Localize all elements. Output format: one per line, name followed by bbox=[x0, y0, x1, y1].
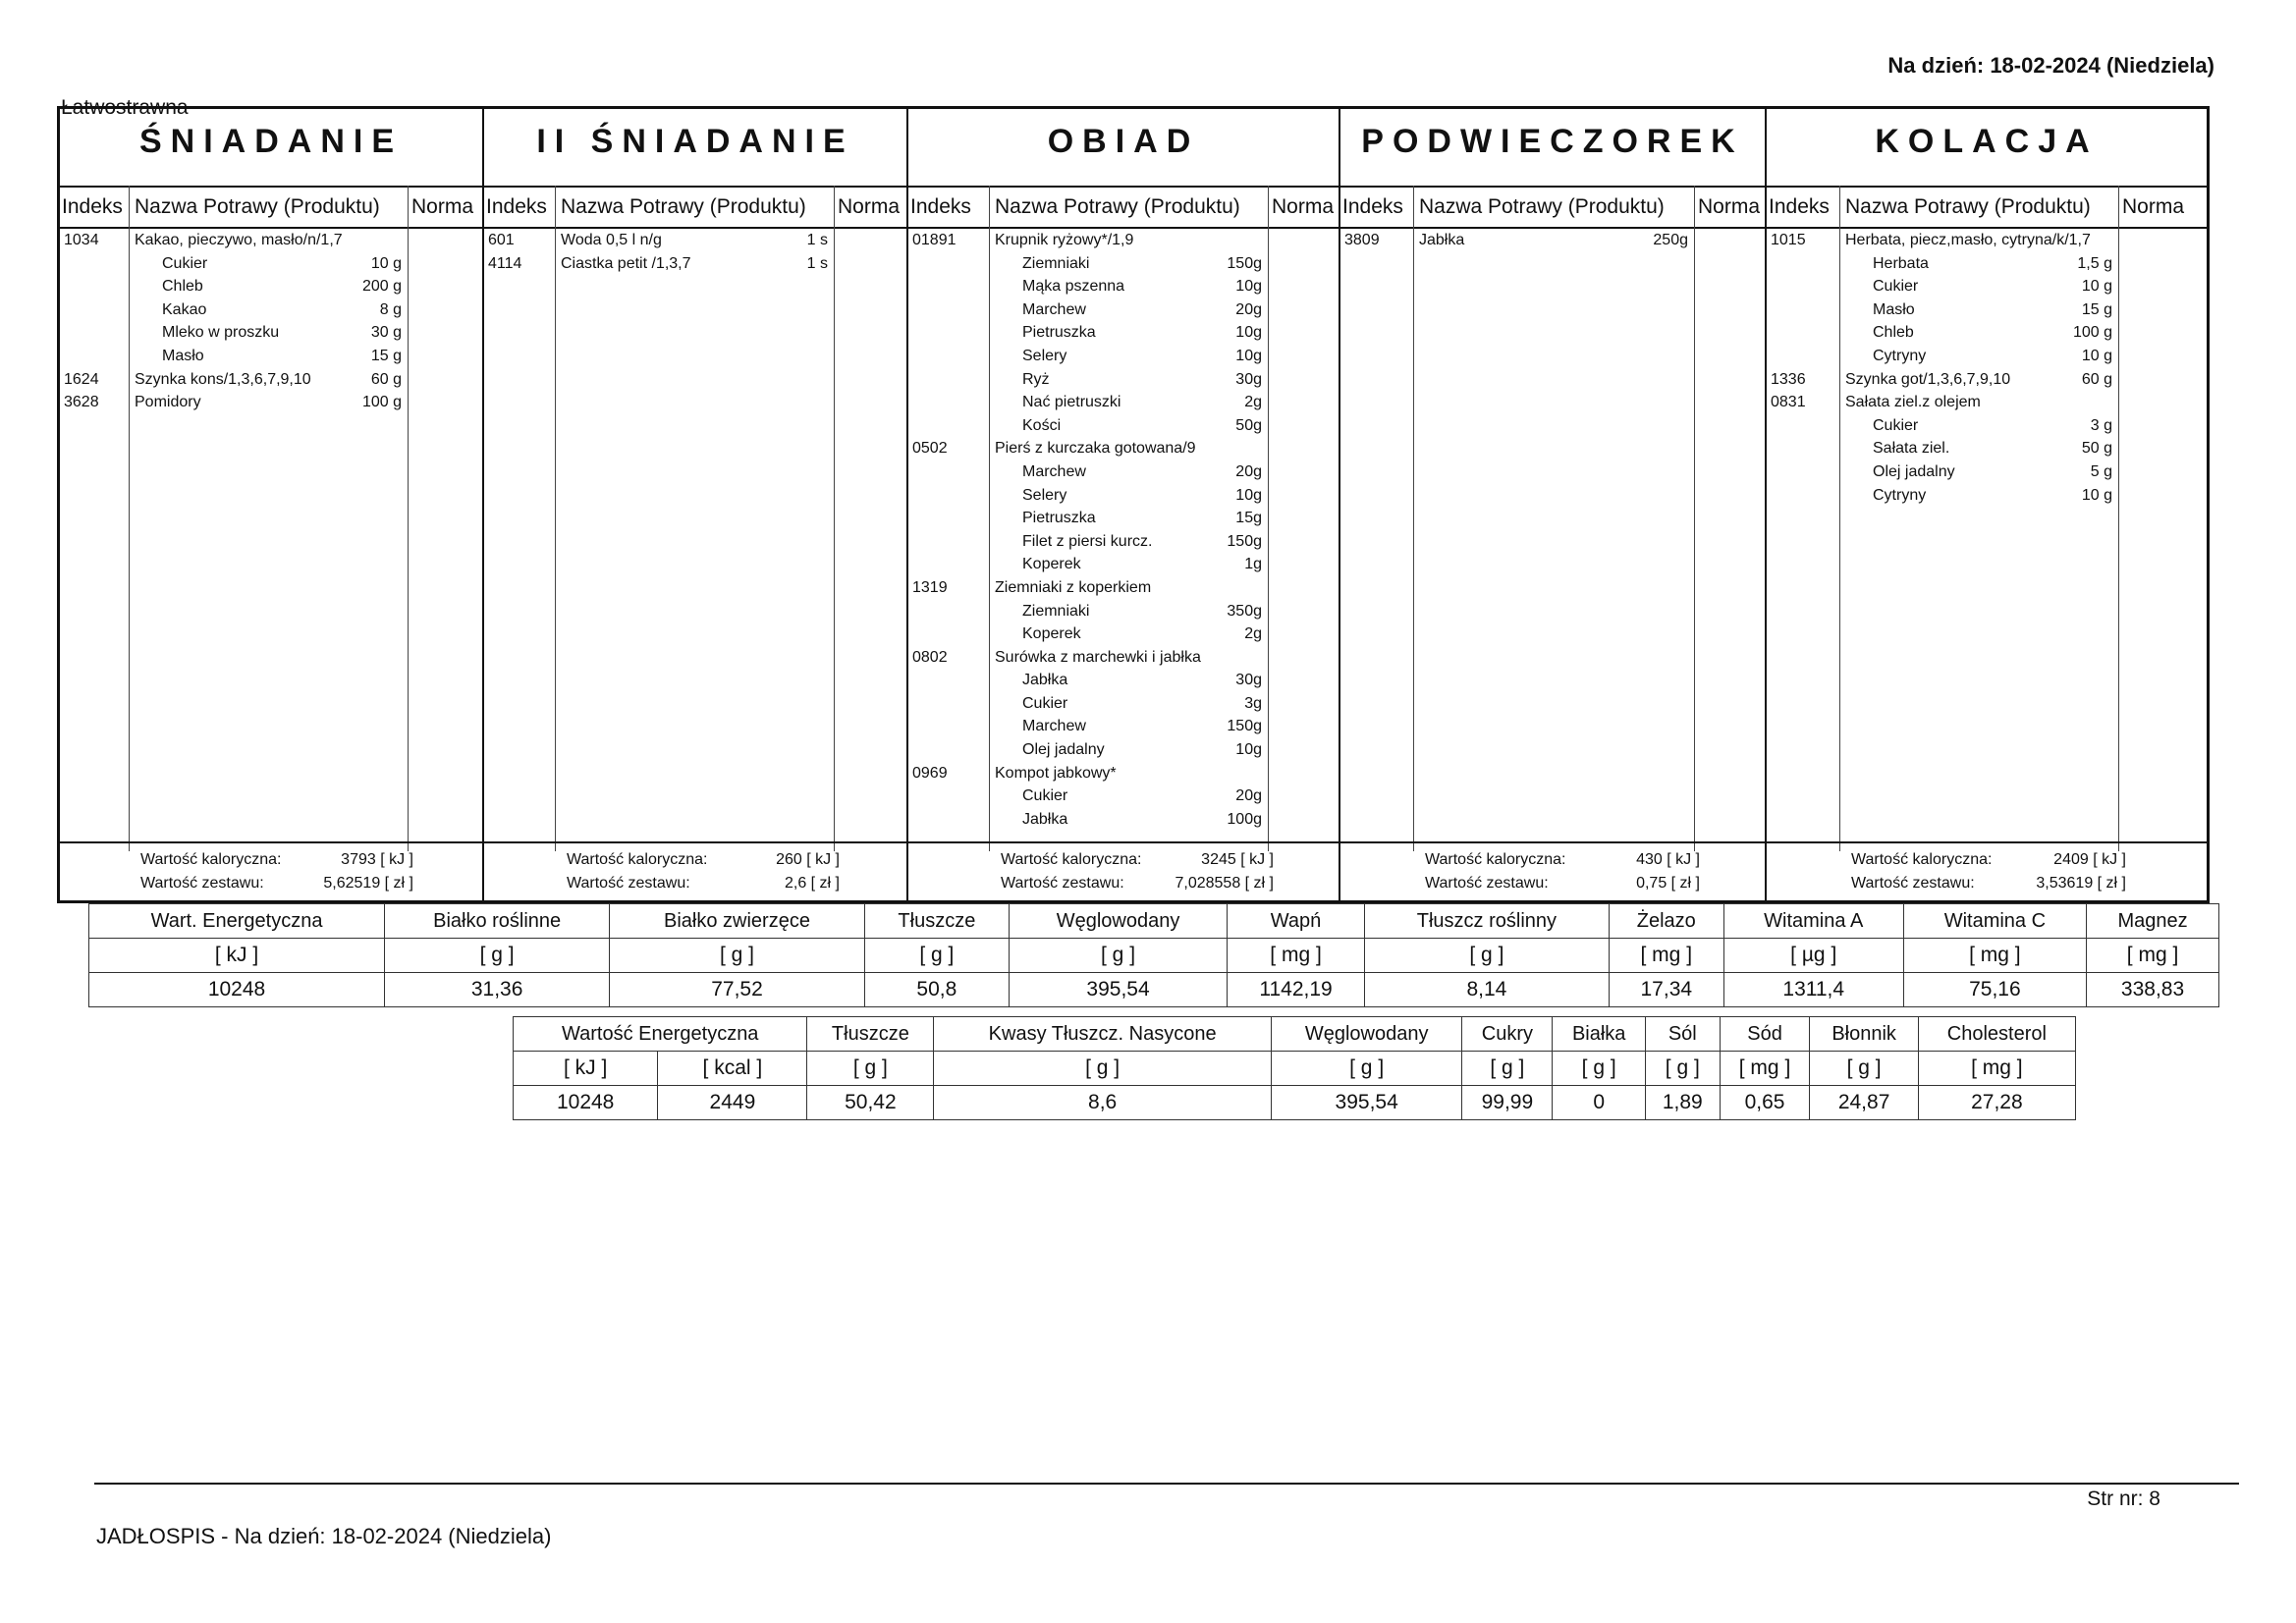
item-name: Ciastka petit /1,3,7 bbox=[561, 254, 691, 272]
item-name: Mąka pszenna bbox=[1022, 278, 1125, 296]
nutrient-cell: Białko zwierzęce bbox=[610, 904, 864, 939]
menu-item bbox=[1767, 252, 2207, 276]
item-norm: 150g bbox=[1227, 254, 1262, 272]
header-index: Indeks bbox=[486, 195, 547, 218]
nutrient-cell: 27,28 bbox=[1918, 1086, 2075, 1120]
cost-value: 7,028558 [ zł ] bbox=[1175, 875, 1274, 892]
item-index: 601 bbox=[488, 232, 515, 248]
nutrient-cell: [ g ] bbox=[1271, 1052, 1461, 1086]
nutrient-cell: [ g ] bbox=[1365, 939, 1610, 973]
calories-value: 260 [ kJ ] bbox=[776, 851, 840, 868]
nutrient-row-headers bbox=[89, 904, 2219, 939]
menu-item bbox=[908, 692, 1339, 716]
menu-item bbox=[908, 762, 1339, 785]
nutrient-cell: [ mg ] bbox=[2087, 939, 2219, 973]
item-name: Cukier bbox=[1022, 787, 1068, 805]
meal-title: PODWIECZOREK bbox=[1361, 123, 1744, 160]
item-name: Chleb bbox=[162, 278, 203, 296]
item-norm: 3 g bbox=[2090, 416, 2112, 434]
meal-items bbox=[484, 229, 906, 841]
menu-item bbox=[60, 252, 482, 276]
item-name: Woda 0,5 l n/g bbox=[561, 232, 662, 248]
menu-date: Na dzień: 18-02-2024 (Niedziela) bbox=[1887, 53, 2214, 78]
item-index: 3628 bbox=[64, 394, 99, 411]
nutrient-cell: 10248 bbox=[89, 973, 385, 1007]
item-norm: 10 g bbox=[2081, 486, 2112, 504]
item-index: 1319 bbox=[912, 578, 948, 596]
item-norm: 1 s bbox=[806, 254, 828, 272]
diet-type: Łatwostrawna bbox=[61, 96, 189, 119]
item-norm: 2g bbox=[1244, 394, 1262, 411]
nutrient-cell: 1,89 bbox=[1646, 1086, 1721, 1120]
nutrient-cell: Sól bbox=[1646, 1017, 1721, 1052]
item-norm: 10g bbox=[1235, 741, 1262, 759]
nutrient-cell: Węglowodany bbox=[1009, 904, 1227, 939]
item-name: Pietruszka bbox=[1022, 510, 1096, 527]
calories-label: Wartość kaloryczna: bbox=[140, 851, 282, 868]
nutrient-row-values bbox=[514, 1086, 2076, 1120]
menu-item bbox=[908, 321, 1339, 345]
item-name: Marchew bbox=[1022, 300, 1086, 318]
header-norm: Norma bbox=[411, 195, 474, 218]
item-norm: 15 g bbox=[370, 347, 402, 364]
item-name: Ziemniaki z koperkiem bbox=[995, 578, 1152, 596]
item-index: 4114 bbox=[488, 254, 522, 272]
cost-label: Wartość zestawu: bbox=[1851, 875, 1975, 892]
item-norm: 350g bbox=[1227, 602, 1262, 620]
nutrient-cell: Sód bbox=[1720, 1017, 1810, 1052]
menu-item bbox=[908, 622, 1339, 646]
meal-title: ŚNIADANIE bbox=[138, 123, 404, 160]
header-index: Indeks bbox=[1769, 195, 1830, 218]
nutrient-cell: 8,14 bbox=[1365, 973, 1610, 1007]
meal-column bbox=[60, 109, 484, 900]
item-norm: 15 g bbox=[2081, 300, 2112, 318]
nutrient-cell: [ kcal ] bbox=[658, 1052, 807, 1086]
item-norm: 5 g bbox=[2090, 462, 2112, 480]
item-norm: 1g bbox=[1244, 556, 1262, 573]
item-name: Selery bbox=[1022, 347, 1067, 364]
item-name: Nać pietruszki bbox=[1022, 394, 1121, 411]
meal-items bbox=[1340, 229, 1765, 841]
item-norm: 10 g bbox=[2081, 278, 2112, 296]
header-name: Nazwa Potrawy (Produktu) bbox=[1419, 195, 1665, 218]
nutrient-cell: 10248 bbox=[514, 1086, 658, 1120]
item-norm: 150g bbox=[1227, 718, 1262, 735]
menu-item bbox=[908, 229, 1339, 252]
menu-item bbox=[908, 391, 1339, 414]
calories-value: 3793 [ kJ ] bbox=[341, 851, 413, 868]
item-name: Szynka got/1,3,6,7,9,10 bbox=[1845, 370, 2011, 388]
menu-item bbox=[908, 600, 1339, 623]
item-name: Mleko w proszku bbox=[162, 324, 280, 342]
item-name: Cytryny bbox=[1873, 347, 1927, 364]
header-name: Nazwa Potrawy (Produktu) bbox=[1845, 195, 2091, 218]
calories-value: 430 [ kJ ] bbox=[1636, 851, 1700, 868]
menu-item bbox=[908, 298, 1339, 322]
item-norm: 20g bbox=[1235, 300, 1262, 318]
menu-item bbox=[908, 715, 1339, 738]
item-norm: 10 g bbox=[2081, 347, 2112, 364]
item-norm: 30 g bbox=[370, 324, 402, 342]
nutrient-cell: [ g ] bbox=[1646, 1052, 1721, 1086]
item-norm: 15g bbox=[1235, 510, 1262, 527]
menu-item bbox=[60, 275, 482, 298]
meal-column bbox=[1767, 109, 2207, 900]
nutrient-cell: Tłuszcze bbox=[864, 904, 1009, 939]
item-index: 0831 bbox=[1771, 394, 1806, 411]
item-name: Koperek bbox=[1022, 625, 1081, 643]
nutrient-cell: 1142,19 bbox=[1228, 973, 1365, 1007]
menu-item bbox=[908, 738, 1339, 762]
item-norm: 1,5 g bbox=[2077, 254, 2112, 272]
nutrient-cell: 77,52 bbox=[610, 973, 864, 1007]
header-index: Indeks bbox=[910, 195, 971, 218]
nutrient-cell: 1311,4 bbox=[1723, 973, 1903, 1007]
item-name: Cukier bbox=[1873, 278, 1919, 296]
cost-label: Wartość zestawu: bbox=[140, 875, 264, 892]
item-norm: 10g bbox=[1235, 278, 1262, 296]
menu-item bbox=[60, 298, 482, 322]
menu-grid bbox=[57, 106, 2210, 903]
item-norm: 10g bbox=[1235, 347, 1262, 364]
menu-item bbox=[484, 252, 906, 276]
item-name: Masło bbox=[1873, 300, 1915, 318]
calories-label: Wartość kaloryczna: bbox=[567, 851, 708, 868]
item-name: Cukier bbox=[1873, 416, 1919, 434]
menu-item bbox=[484, 229, 906, 252]
item-norm: 1 s bbox=[806, 232, 828, 248]
item-name: Kości bbox=[1022, 416, 1062, 434]
menu-item bbox=[1767, 460, 2207, 484]
item-norm: 250g bbox=[1653, 232, 1688, 248]
item-name: Ziemniaki bbox=[1022, 254, 1090, 272]
item-norm: 60 g bbox=[2081, 370, 2112, 388]
meal-summary bbox=[908, 841, 1339, 900]
column-headers bbox=[1767, 186, 2207, 229]
nutrient-cell: Tłuszcze bbox=[807, 1017, 934, 1052]
nutrient-cell: Węglowodany bbox=[1271, 1017, 1461, 1052]
menu-item bbox=[908, 669, 1339, 692]
nutrient-cell: [ g ] bbox=[1553, 1052, 1646, 1086]
item-norm: 100 g bbox=[361, 394, 402, 411]
item-norm: 50 g bbox=[2081, 440, 2112, 458]
item-name: Olej jadalny bbox=[1873, 462, 1955, 480]
nutrient-table-2 bbox=[513, 1016, 2076, 1120]
item-name: Ryż bbox=[1022, 370, 1050, 388]
nutrient-cell: Witamina C bbox=[1903, 904, 2086, 939]
meal-column bbox=[484, 109, 908, 900]
item-name: Jabłka bbox=[1022, 672, 1068, 689]
menu-item bbox=[1767, 345, 2207, 368]
header-name: Nazwa Potrawy (Produktu) bbox=[135, 195, 380, 218]
item-norm: 200 g bbox=[361, 278, 402, 296]
meal-items bbox=[908, 229, 1339, 841]
calories-label: Wartość kaloryczna: bbox=[1001, 851, 1142, 868]
calories-value: 2409 [ kJ ] bbox=[2053, 851, 2126, 868]
item-name: Cukier bbox=[1022, 694, 1068, 712]
nutrient-cell: Wapń bbox=[1228, 904, 1365, 939]
nutrient-cell: [ g ] bbox=[1009, 939, 1227, 973]
column-headers bbox=[908, 186, 1339, 229]
nutrient-cell: Błonnik bbox=[1810, 1017, 1918, 1052]
item-name: Cukier bbox=[162, 254, 208, 272]
meal-items bbox=[1767, 229, 2207, 841]
meal-summary bbox=[1767, 841, 2207, 900]
calories-label: Wartość kaloryczna: bbox=[1425, 851, 1566, 868]
menu-item bbox=[908, 808, 1339, 832]
nutrient-row-units bbox=[514, 1052, 2076, 1086]
energy-header: Wartość Energetyczna bbox=[514, 1017, 807, 1052]
item-index: 0802 bbox=[912, 648, 948, 666]
meal-title: KOLACJA bbox=[1875, 123, 2099, 160]
menu-item bbox=[60, 345, 482, 368]
item-name: Chleb bbox=[1873, 324, 1914, 342]
meal-items bbox=[60, 229, 482, 841]
nutrient-cell: 31,36 bbox=[385, 973, 610, 1007]
menu-item bbox=[908, 553, 1339, 576]
menu-item bbox=[908, 507, 1339, 530]
item-index: 0502 bbox=[912, 440, 948, 458]
menu-item bbox=[60, 321, 482, 345]
nutrient-cell: [ g ] bbox=[934, 1052, 1272, 1086]
item-name: Krupnik ryżowy*/1,9 bbox=[995, 232, 1134, 248]
cost-label: Wartość zestawu: bbox=[567, 875, 690, 892]
menu-item bbox=[1767, 321, 2207, 345]
nutrient-cell: [ mg ] bbox=[1918, 1052, 2075, 1086]
nutrient-cell: Witamina A bbox=[1723, 904, 1903, 939]
item-index: 1034 bbox=[64, 232, 99, 248]
menu-item bbox=[908, 530, 1339, 554]
item-name: Ziemniaki bbox=[1022, 602, 1090, 620]
menu-item bbox=[60, 229, 482, 252]
nutrient-cell: Białka bbox=[1553, 1017, 1646, 1052]
nutrient-cell: 338,83 bbox=[2087, 973, 2219, 1007]
nutrient-cell: 395,54 bbox=[1009, 973, 1227, 1007]
item-name: Jabłka bbox=[1419, 232, 1465, 248]
header-index: Indeks bbox=[62, 195, 123, 218]
item-name: Kakao, pieczywo, masło/n/1,7 bbox=[135, 232, 343, 248]
nutrient-cell: 50,8 bbox=[864, 973, 1009, 1007]
nutrient-cell: Cukry bbox=[1462, 1017, 1553, 1052]
item-index: 0969 bbox=[912, 764, 948, 782]
nutrient-cell: [ kJ ] bbox=[514, 1052, 658, 1086]
nutrient-cell: [ µg ] bbox=[1723, 939, 1903, 973]
nutrient-cell: [ mg ] bbox=[1228, 939, 1365, 973]
footer-title: JADŁOSPIS - Na dzień: 18-02-2024 (Niedziela) bbox=[96, 1524, 552, 1548]
item-norm: 150g bbox=[1227, 532, 1262, 550]
nutrient-cell: 50,42 bbox=[807, 1086, 934, 1120]
nutrient-cell: 0 bbox=[1553, 1086, 1646, 1120]
item-name: Cytryny bbox=[1873, 486, 1927, 504]
nutrient-row-units bbox=[89, 939, 2219, 973]
nutrient-cell: 395,54 bbox=[1271, 1086, 1461, 1120]
item-norm: 10 g bbox=[370, 254, 402, 272]
item-norm: 100g bbox=[1227, 810, 1262, 828]
header-index: Indeks bbox=[1342, 195, 1403, 218]
menu-item bbox=[60, 391, 482, 414]
menu-item bbox=[1767, 484, 2207, 508]
nutrient-cell: 75,16 bbox=[1903, 973, 2086, 1007]
menu-item bbox=[908, 460, 1339, 484]
menu-item bbox=[908, 345, 1339, 368]
item-name: Szynka kons/1,3,6,7,9,10 bbox=[135, 370, 311, 388]
item-norm: 10g bbox=[1235, 324, 1262, 342]
item-norm: 30g bbox=[1235, 370, 1262, 388]
item-name: Koperek bbox=[1022, 556, 1081, 573]
nutrient-cell: [ g ] bbox=[1810, 1052, 1918, 1086]
nutrient-cell: [ mg ] bbox=[1903, 939, 2086, 973]
item-norm: 30g bbox=[1235, 672, 1262, 689]
meal-summary bbox=[1340, 841, 1765, 900]
nutrient-cell: [ g ] bbox=[1462, 1052, 1553, 1086]
menu-item bbox=[1767, 275, 2207, 298]
nutrient-cell: 8,6 bbox=[934, 1086, 1272, 1120]
nutrient-cell: 24,87 bbox=[1810, 1086, 1918, 1120]
nutrient-cell: 2449 bbox=[658, 1086, 807, 1120]
meal-column bbox=[1340, 109, 1767, 900]
header-norm: Norma bbox=[838, 195, 901, 218]
nutrient-row-headers bbox=[514, 1017, 2076, 1052]
menu-item bbox=[1767, 229, 2207, 252]
nutrient-cell: Tłuszcz roślinny bbox=[1365, 904, 1610, 939]
item-norm: 60 g bbox=[370, 370, 402, 388]
item-norm: 8 g bbox=[379, 300, 402, 318]
menu-item bbox=[908, 252, 1339, 276]
item-norm: 100 g bbox=[2072, 324, 2112, 342]
menu-item bbox=[1767, 437, 2207, 460]
nutrient-cell: Magnez bbox=[2087, 904, 2219, 939]
menu-item bbox=[908, 414, 1339, 438]
column-headers bbox=[484, 186, 906, 229]
header-name: Nazwa Potrawy (Produktu) bbox=[995, 195, 1240, 218]
item-name: Sałata ziel. bbox=[1873, 440, 1950, 458]
nutrient-cell: [ mg ] bbox=[1609, 939, 1723, 973]
meal-title: II ŚNIADANIE bbox=[536, 123, 854, 160]
item-name: Herbata bbox=[1873, 254, 1929, 272]
item-name: Jabłka bbox=[1022, 810, 1068, 828]
menu-item bbox=[1767, 414, 2207, 438]
page-number: Str nr: 8 bbox=[2087, 1488, 2160, 1510]
menu-item bbox=[1340, 229, 1765, 252]
item-norm: 20g bbox=[1235, 787, 1262, 805]
menu-item bbox=[1767, 391, 2207, 414]
item-norm: 10g bbox=[1235, 486, 1262, 504]
meal-column bbox=[908, 109, 1340, 900]
item-name: Pierś z kurczaka gotowana/9 bbox=[995, 440, 1196, 458]
menu-item bbox=[908, 646, 1339, 670]
nutrient-cell: Wart. Energetyczna bbox=[89, 904, 385, 939]
item-index: 1336 bbox=[1771, 370, 1806, 388]
item-name: Selery bbox=[1022, 486, 1067, 504]
item-name: Filet z piersi kurcz. bbox=[1022, 532, 1153, 550]
item-index: 3809 bbox=[1344, 232, 1380, 248]
item-name: Olej jadalny bbox=[1022, 741, 1105, 759]
nutrient-cell: [ g ] bbox=[385, 939, 610, 973]
nutrient-cell: 17,34 bbox=[1609, 973, 1723, 1007]
cost-label: Wartość zestawu: bbox=[1001, 875, 1124, 892]
menu-item bbox=[908, 275, 1339, 298]
item-name: Masło bbox=[162, 347, 204, 364]
calories-value: 3245 [ kJ ] bbox=[1201, 851, 1274, 868]
menu-item bbox=[1767, 368, 2207, 392]
menu-item bbox=[60, 368, 482, 392]
item-name: Herbata, piecz,masło, cytryna/k/1,7 bbox=[1845, 232, 2091, 248]
menu-item bbox=[908, 437, 1339, 460]
item-name: Surówka z marchewki i jabłka bbox=[995, 648, 1201, 666]
item-name: Marchew bbox=[1022, 462, 1086, 480]
item-name: Pietruszka bbox=[1022, 324, 1096, 342]
item-name: Sałata ziel.z olejem bbox=[1845, 394, 1981, 411]
nutrient-cell: [ g ] bbox=[864, 939, 1009, 973]
menu-item bbox=[908, 784, 1339, 808]
item-index: 1624 bbox=[64, 370, 99, 388]
cost-label: Wartość zestawu: bbox=[1425, 875, 1549, 892]
cost-value: 5,62519 [ zł ] bbox=[323, 875, 413, 892]
item-norm: 50g bbox=[1235, 416, 1262, 434]
item-name: Pomidory bbox=[135, 394, 201, 411]
footer-divider bbox=[94, 1483, 2239, 1485]
menu-item bbox=[908, 368, 1339, 392]
menu-item bbox=[1767, 298, 2207, 322]
header-norm: Norma bbox=[1698, 195, 1761, 218]
cost-value: 0,75 [ zł ] bbox=[1636, 875, 1700, 892]
nutrient-row-values bbox=[89, 973, 2219, 1007]
nutrient-cell: Białko roślinne bbox=[385, 904, 610, 939]
nutrient-cell: 99,99 bbox=[1462, 1086, 1553, 1120]
item-name: Kompot jabkowy* bbox=[995, 764, 1117, 782]
nutrient-table-1 bbox=[88, 903, 2219, 1007]
column-headers bbox=[1340, 186, 1765, 229]
nutrient-cell: [ kJ ] bbox=[89, 939, 385, 973]
menu-item bbox=[908, 484, 1339, 508]
meal-summary bbox=[60, 841, 482, 900]
item-norm: 20g bbox=[1235, 462, 1262, 480]
nutrient-cell: [ g ] bbox=[610, 939, 864, 973]
nutrient-cell: [ g ] bbox=[807, 1052, 934, 1086]
nutrient-cell: Kwasy Tłuszcz. Nasycone bbox=[934, 1017, 1272, 1052]
header-norm: Norma bbox=[2122, 195, 2185, 218]
nutrient-cell: Żelazo bbox=[1609, 904, 1723, 939]
header-norm: Norma bbox=[1272, 195, 1335, 218]
item-index: 1015 bbox=[1771, 232, 1806, 248]
item-index: 01891 bbox=[912, 232, 957, 248]
header-name: Nazwa Potrawy (Produktu) bbox=[561, 195, 806, 218]
item-norm: 2g bbox=[1244, 625, 1262, 643]
item-norm: 3g bbox=[1244, 694, 1262, 712]
meal-title: OBIAD bbox=[1047, 123, 1200, 160]
meal-summary bbox=[484, 841, 906, 900]
nutrient-cell: 0,65 bbox=[1720, 1086, 1810, 1120]
nutrient-cell: Cholesterol bbox=[1918, 1017, 2075, 1052]
cost-value: 3,53619 [ zł ] bbox=[2036, 875, 2126, 892]
nutrient-cell: [ mg ] bbox=[1720, 1052, 1810, 1086]
menu-item bbox=[908, 576, 1339, 600]
calories-label: Wartość kaloryczna: bbox=[1851, 851, 1993, 868]
cost-value: 2,6 [ zł ] bbox=[784, 875, 840, 892]
item-name: Kakao bbox=[162, 300, 207, 318]
column-headers bbox=[60, 186, 482, 229]
item-name: Marchew bbox=[1022, 718, 1086, 735]
